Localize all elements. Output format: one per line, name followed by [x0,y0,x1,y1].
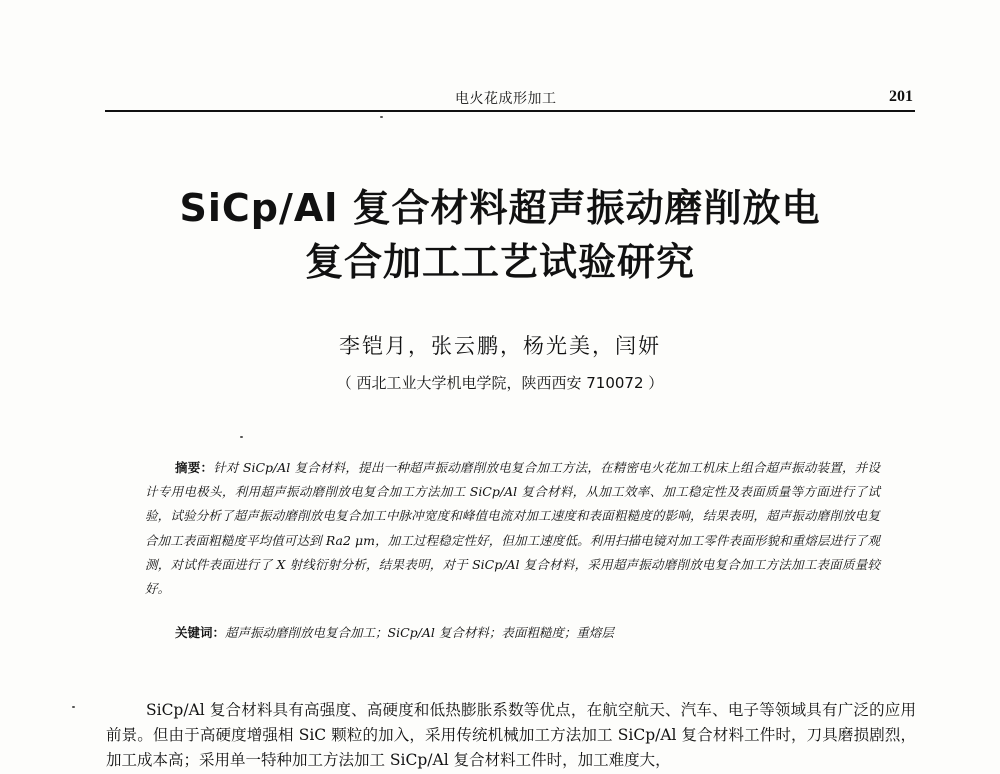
affiliation: （ 西北工业大学机电学院，陕西西安 710072 ） [336,374,664,392]
header-rule [105,110,915,112]
author-list: 李铠月，张云鹏，杨光美，闫妍 [339,334,661,358]
scan-speck [240,436,243,438]
abstract [145,456,880,601]
running-title: 电火花成形加工 [455,91,557,107]
keywords-text: 超声振动磨削放电复合加工；SiCp/Al 复合材料；表面粗糙度；重熔层 [225,625,614,640]
running-header [105,88,917,110]
page-number: 201 [889,88,913,105]
abstract-text: 针对 SiCp/Al 复合材料，提出一种超声振动磨削放电复合加工方法，在精密电火花加工机床上组合超声振动装置，并设计专用电极头，利用超声振动磨削放电复合加工方法加工 SiCp/Al 复合材料，从加工效率、加工稳定性及表面质量等方面进行了试验，试验分析了超声振动磨削放电复合加工中脉冲宽度和峰值电流对加工速度和表面粗糙度的影响，结果表明，超声振动磨削放电复合加工表面粗糙度平均值可达到 Ra2 μm，加工过程稳定性好，但加工速度低。利用扫描电镜对加工零件表面形貌和重熔层进行了观测，对试件表面进行了 X 射线衍射分析，结果表明，对于 SiCp/Al 复合材料，采用超声振动磨削放电复合加工方法加工表面质量较好。 [145,460,880,597]
body-paragraph: SiCp/Al 复合材料具有高强度、高硬度和低热膨胀系数等优点，在航空航天、汽车、电子等领域具有广泛的应用前景。但由于高硬度增强相 SiC 颗粒的加入，采用传统机械加工方法加工 SiCp/Al 复合材料工件时，刀具磨损剧烈，加工成本高；采用单一特种加工方法加工 SiCp/Al 复合材料工件时，加工难度大， [106,701,916,769]
scan-speck [72,706,75,708]
scan-speck [380,116,383,118]
abstract-label: 摘要： [175,460,214,475]
article-title-line-1: SiCp/Al 复合材料超声振动磨削放电 [179,186,821,230]
article-title-line-2: 复合加工工艺试验研究 [304,240,695,284]
keywords [175,622,880,644]
keywords-label: 关键词： [175,625,226,640]
